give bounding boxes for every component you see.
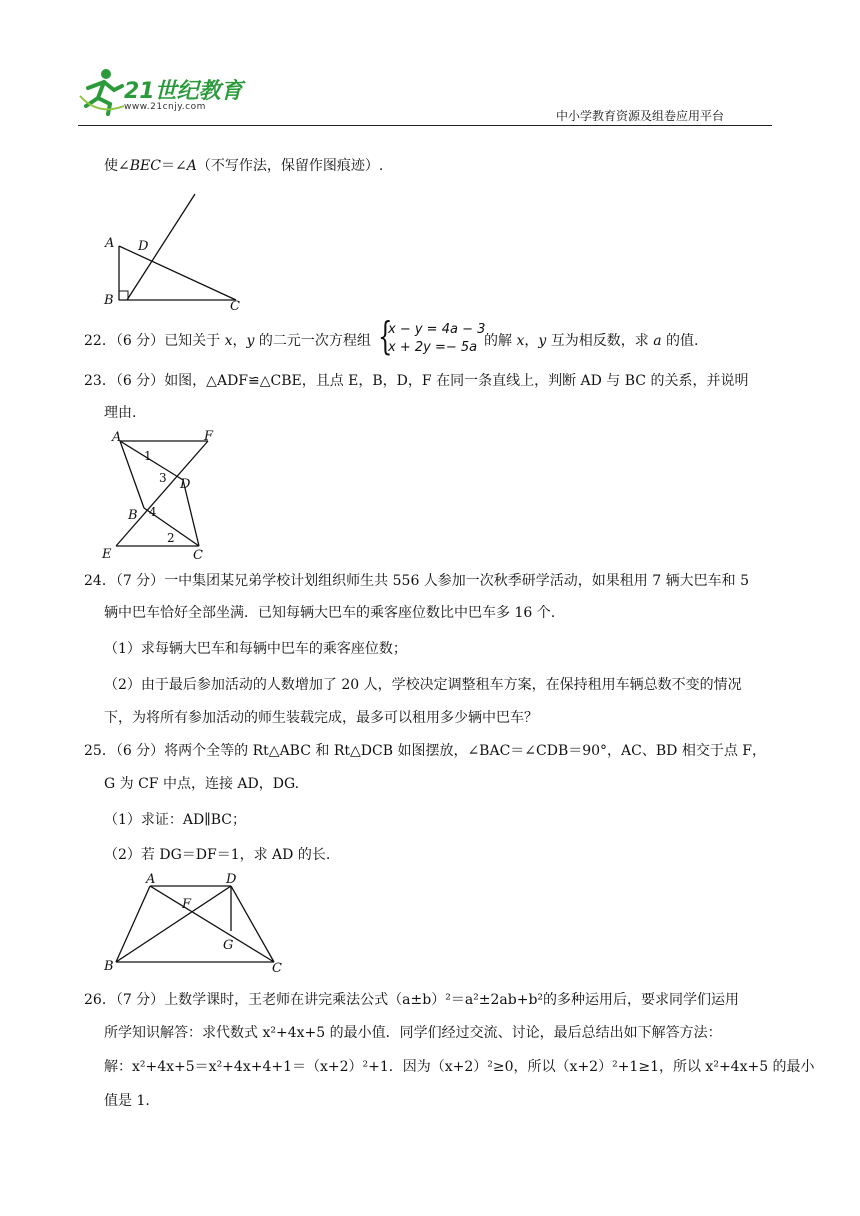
label-f: F	[182, 897, 192, 912]
angle-4: 4	[149, 505, 157, 519]
angle-1: 1	[144, 449, 152, 463]
angle-3: 3	[159, 471, 167, 485]
q22-text-end: 的解 x，y 互为相反数，求 a 的值.	[484, 333, 699, 349]
label-d: D	[226, 872, 237, 887]
q25-line1: 25．（6 分）将两个全等的 Rt△ABC 和 Rt△DCB 如图摆放，∠BAC＝∠CDB＝90°，AC、BD 相交于点 F，	[84, 743, 767, 759]
label-a: A	[146, 872, 156, 887]
q24-line1: 24．（7 分）一中集团某兄弟学校计划组织师生共 556 人参加一次秋季研学活动，如果租用 7 辆大巴车和 5	[84, 573, 749, 589]
figure-q23	[100, 428, 230, 564]
angle-2: 2	[167, 531, 175, 545]
label-c: C	[272, 961, 282, 976]
q24-sub2a: （2）由于最后参加活动的人数增加了 20 人，学校决定调整租车方案，在保持租用车辆总数不变的情况	[104, 677, 742, 693]
label-d: D	[180, 477, 191, 492]
figure-q25	[100, 872, 300, 978]
label-d: D	[138, 239, 149, 254]
equation-2: x + 2y =− 5a	[388, 340, 478, 355]
label-b: B	[104, 959, 114, 974]
label-a: A	[112, 430, 122, 445]
label-c: C	[230, 299, 240, 310]
q26-line2: 所学知识解答：求代数式 x²+4x+5 的最小值．同学们经过交流、讨论，最后总结出如下解答方法：	[104, 1025, 722, 1041]
label-c: C	[193, 548, 203, 563]
equation-system: { x − y = 4a − 3 x + 2y =− 5a	[378, 314, 486, 358]
label-e: E	[102, 547, 112, 562]
platform-name: 中小学教育资源及组卷应用平台	[556, 109, 725, 123]
figure-q21	[100, 190, 250, 310]
q23-line2: 理由.	[104, 405, 137, 421]
q25-line2: G 为 CF 中点，连接 AD，DG.	[104, 776, 300, 792]
q26-line3: 解：x²+4x+5＝x²+4x+4+1＝（x+2）²+1．因为（x+2）²≥0，所以（x+2）²+1≥1，所以 x²+4x+5 的最小	[104, 1059, 815, 1075]
q25-sub2: （2）若 DG＝DF＝1，求 AD 的长.	[104, 847, 331, 863]
label-b: B	[104, 293, 114, 308]
q24-line2: 辆中巴车恰好全部坐满．已知每辆大巴车的乘客座位数比中巴车多 16 个.	[104, 605, 556, 621]
equation-1: x − y = 4a − 3	[388, 322, 486, 337]
q24-sub2b: 下，为将所有参加活动的师生装载完成，最多可以租用多少辆中巴车？	[104, 710, 538, 726]
label-b: B	[128, 508, 138, 523]
q24-sub1: （1）求每辆大巴车和每辆中巴车的乘客座位数；	[104, 641, 407, 657]
page-header	[0, 0, 860, 130]
q26-line1: 26．（7 分）上数学课时，王老师在讲完乘法公式（a±b）²＝a²±2ab+b²的多种运用后，要求同学们运用	[84, 992, 740, 1008]
q22-text: 22．（6 分）已知关于 x，y 的二元一次方程组	[84, 333, 371, 349]
header-divider	[78, 125, 772, 126]
q23-line1: 23．（6 分）如图，△ADF≌△CBE，且点 E，B，D，F 在同一条直线上，判断 AD 与 BC 的关系，并说明	[84, 373, 749, 389]
logo-url: www.21cnjy.com	[124, 102, 206, 112]
logo-text: 21世纪教育	[124, 79, 243, 104]
q21-text: 使∠BEC＝∠A（不写作法，保留作图痕迹）.	[104, 158, 384, 174]
q25-sub1: （1）求证：AD∥BC；	[104, 812, 246, 828]
runner-logo-icon	[78, 66, 128, 118]
label-f: F	[204, 429, 214, 444]
label-g: G	[223, 938, 234, 953]
label-a: A	[105, 236, 115, 251]
q26-line4: 值是 1.	[104, 1093, 150, 1109]
